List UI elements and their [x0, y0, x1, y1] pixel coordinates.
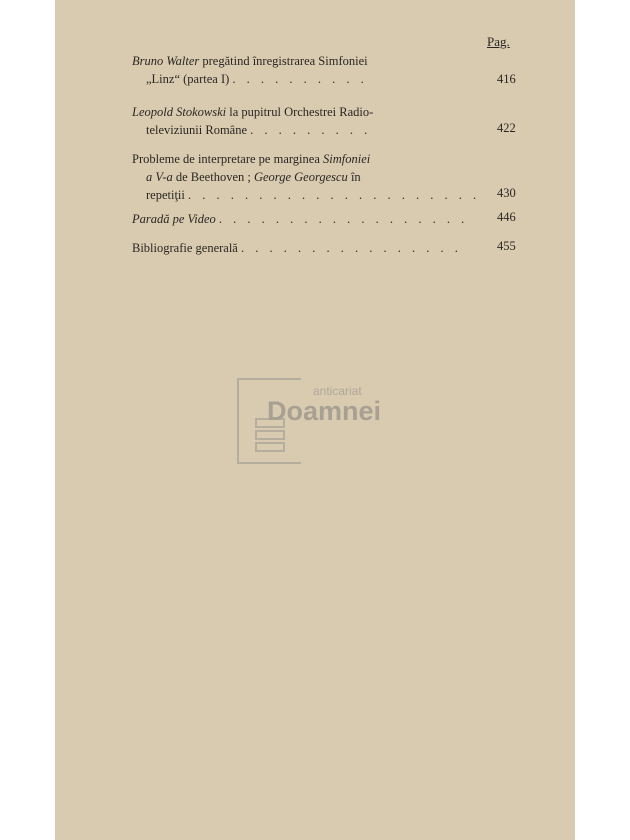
- watermark-main-text: Doamnei: [267, 396, 382, 426]
- page-number: 416: [497, 72, 516, 86]
- toc-text: pregătind înregistrarea Simfoniei: [199, 54, 368, 68]
- leader-dots: . . . . . . . . . .: [232, 72, 368, 86]
- page-number: 422: [497, 121, 516, 135]
- book-page: [55, 0, 575, 840]
- page-column-header: Pag.: [487, 34, 510, 49]
- toc-text: repetiţii: [146, 188, 185, 202]
- toc-line: [132, 150, 522, 168]
- toc-text: de Beethoven ;: [172, 170, 254, 184]
- toc-line: [132, 186, 522, 204]
- watermark-small-text: anticariat: [313, 384, 362, 398]
- toc-text: în: [347, 170, 361, 184]
- toc-text: Paradă pe Video: [132, 212, 216, 226]
- toc-line: [132, 210, 522, 228]
- watermark-logo: [237, 378, 382, 462]
- leader-dots: . . . . . . . . . . . . . . . . . .: [218, 212, 469, 226]
- leader-dots: . . . . . . . . . . . . . . . .: [240, 241, 462, 255]
- toc-text: la pupitrul Orchestrei Radio-: [226, 105, 374, 119]
- toc-line: [132, 70, 522, 88]
- toc-entry: [132, 239, 522, 257]
- toc-text: Simfoniei: [323, 152, 371, 166]
- toc-text: „Linz“ (partea I): [146, 72, 230, 86]
- toc-entry: [132, 103, 522, 139]
- toc-line: [132, 239, 522, 257]
- toc-entry: [132, 210, 522, 228]
- toc-text: Bruno Walter: [132, 54, 200, 68]
- page-number: 430: [497, 186, 516, 200]
- toc-line: [132, 52, 522, 70]
- toc-entry: [132, 150, 522, 204]
- toc-line: [132, 103, 522, 121]
- toc-text: Probleme de interpretare pe marginea: [132, 152, 324, 166]
- leader-dots: . . . . . . . . .: [250, 123, 372, 137]
- toc-text: Leopold Stokowski: [132, 105, 227, 119]
- page-number: 455: [497, 239, 516, 253]
- page-number: 446: [497, 210, 516, 224]
- leader-dots: . . . . . . . . . . . . . . . . . . . . .: [188, 188, 481, 202]
- toc-line: [132, 121, 522, 139]
- toc-text: televiziunii Române: [146, 123, 248, 137]
- toc-text: George Georgescu: [253, 170, 348, 184]
- toc-text: Bibliografie generală: [132, 241, 238, 255]
- toc-text: a V-a: [146, 170, 173, 184]
- toc-line: [132, 168, 522, 186]
- toc-entry: [132, 52, 522, 88]
